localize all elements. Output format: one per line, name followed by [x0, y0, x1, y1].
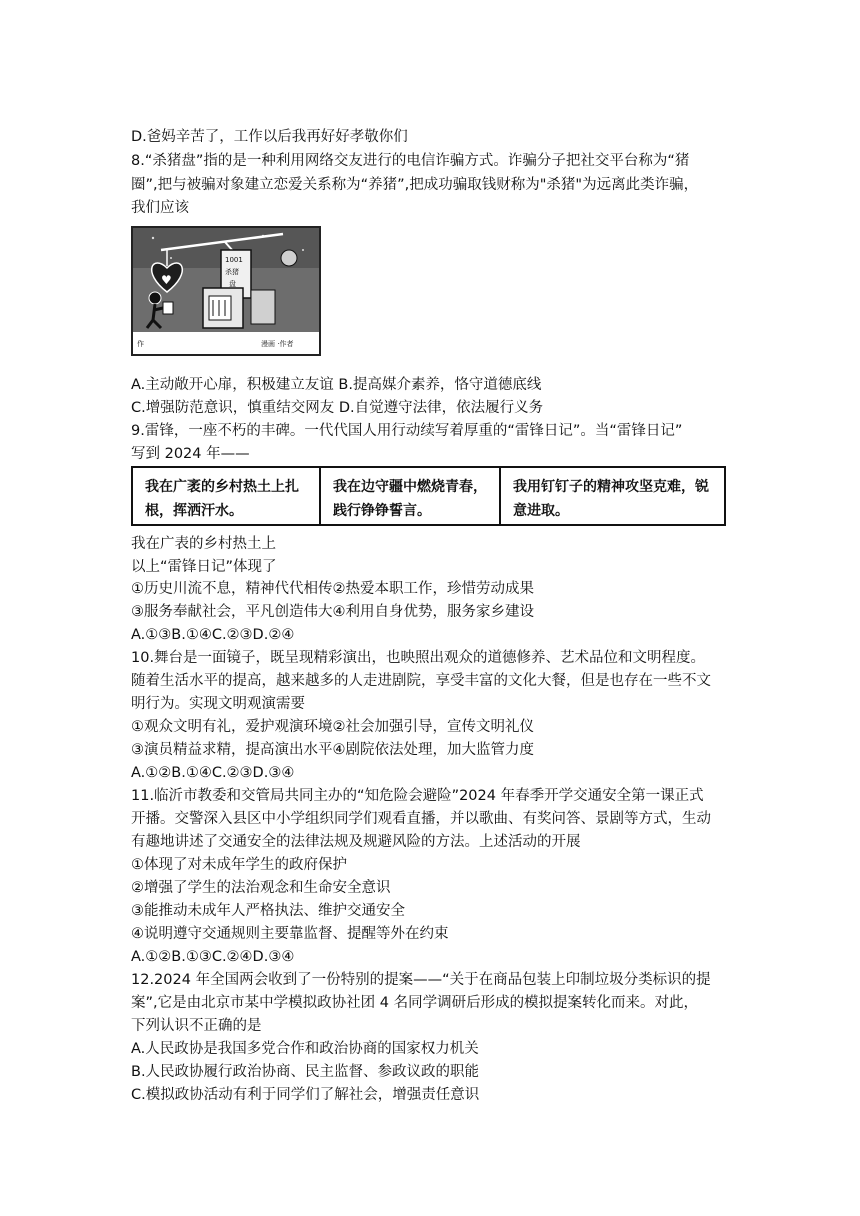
q11-stem-line-3: 有趣地讲述了交通安全的法律法规及规避风险的方法。上述活动的开展	[131, 834, 581, 850]
q11-answers: A.①②B.①③C.②④D.③④	[131, 949, 295, 965]
q10-stem-line-3: 明行为。实现文明观演需要	[131, 696, 305, 712]
q11-choice-4: ④说明遵守交通规则主要靠监督、提醒等外在约束	[131, 926, 449, 942]
lei-feng-diary-cell-2: 我在边守疆中燃烧青春，践行铮铮誓言。	[321, 468, 501, 524]
pig-butchering-cartoon	[131, 226, 321, 356]
lei-feng-diary-cell-1: 我在广袤的乡村热土上扎根，挥洒汗水。	[133, 468, 321, 524]
cartoon-board-text-3: 盘	[229, 280, 236, 288]
q9-choice-12: ①历史川流不息，精神代代相传②热爱本职工作，珍惜劳动成果	[131, 581, 534, 597]
q12-option-c: C.模拟政协活动有利于同学们了解社会，增强责任意识	[131, 1087, 480, 1103]
cartoon-heart-mark: ♥	[161, 273, 172, 287]
q10-stem-line-2: 随着生活水平的提高，越来越多的人走进剧院，享受丰富的文化大餐，但是也存在一些不文	[131, 673, 711, 689]
q8-stem-line-2: 圈”,把与被骗对象建立恋爱关系称为“养猪”,把成功骗取钱财称为"杀猪"为远离此类诈骗，	[131, 177, 699, 193]
q8-stem-line-1: 8.“杀猪盘”指的是一种利用网络交友进行的电信诈骗方式。诈骗分子把社交平台称为“猪	[131, 153, 690, 169]
q7-option-d: D.爸妈辛苦了，工作以后我再好好孝敬你们	[131, 129, 408, 145]
cartoon-board-text-2: 杀猪	[225, 268, 239, 276]
q9-question: 以上“雷锋日记”体现了	[131, 559, 277, 575]
q11-choice-1: ①体现了对未成年学生的政府保护	[131, 857, 347, 873]
q8-options-ab: A.主动敞开心扉，积极建立友谊 B.提高媒介素养，恪守道德底线	[131, 377, 542, 393]
q10-answers: A.①②B.①④C.②③D.③④	[131, 765, 295, 781]
q12-stem-line-1: 12.2024 年全国两会收到了一份特别的提案——“关于在商品包装上印制垃圾分类标识的提	[131, 972, 711, 988]
q10-choice-34: ③演员精益求精，提高演出水平④剧院依法处理，加大监管力度	[131, 742, 534, 758]
q8-stem-line-3: 我们应该	[131, 200, 189, 216]
q12-option-b: B.人民政协履行政治协商、民主监督、参政议政的职能	[131, 1064, 480, 1080]
q11-stem-line-1: 11.临沂市教委和交管局共同主办的“知危险会避险”2024 年春季开学交通安全第一课正式	[131, 788, 704, 804]
q10-choice-12: ①观众文明有礼，爱护观演环境②社会加强引导，宣传文明礼仪	[131, 719, 534, 735]
cartoon-caption-right: 漫画 ·作者	[261, 340, 294, 348]
cartoon-caption-left: 作	[137, 340, 144, 348]
lei-feng-diary-table	[131, 466, 726, 526]
q11-stem-line-2: 开播。交警深入县区中小学组织同学们观看直播，并以歌曲、有奖问答、景剧等方式，生动	[131, 811, 711, 827]
q12-stem-line-2: 案”,它是由北京市某中学模拟政协社团 4 名同学调研后形成的模拟提案转化而来。对此，	[131, 995, 699, 1011]
q9-stem-line-1: 9.雷锋，一座不朽的丰碑。一代代国人用行动续写着厚重的“雷锋日记”。当“雷锋日记”	[131, 423, 683, 439]
q12-stem-line-3: 下列认识不正确的是	[131, 1018, 262, 1034]
q9-stem-line-2: 写到 2024 年——	[131, 446, 250, 462]
q9-answers: A.①③B.①④C.②③D.②④	[131, 627, 295, 643]
lei-feng-diary-cell-3: 我用钉钉子的精神攻坚克难，锐意进取。	[513, 479, 709, 519]
q9-ocr-residue: 我在广表的乡村热土上	[131, 536, 276, 552]
q9-choice-34: ③服务奉献社会，平凡创造伟大④利用自身优势，服务家乡建设	[131, 604, 534, 620]
cartoon-board-text-1: 1001	[225, 256, 243, 264]
q8-options-cd: C.增强防范意识，慎重结交网友 D.自觉遵守法律，依法履行义务	[131, 400, 544, 416]
q10-stem-line-1: 10.舞台是一面镜子，既呈现精彩演出，也映照出观众的道德修养、艺术品位和文明程度。	[131, 650, 706, 666]
cartoon-illustration	[133, 228, 319, 354]
q11-choice-2: ②增强了学生的法治观念和生命安全意识	[131, 880, 391, 896]
q11-choice-3: ③能推动未成年人严格执法、维护交通安全	[131, 903, 405, 919]
q12-option-a: A.人民政协是我国多党合作和政治协商的国家权力机关	[131, 1041, 479, 1057]
